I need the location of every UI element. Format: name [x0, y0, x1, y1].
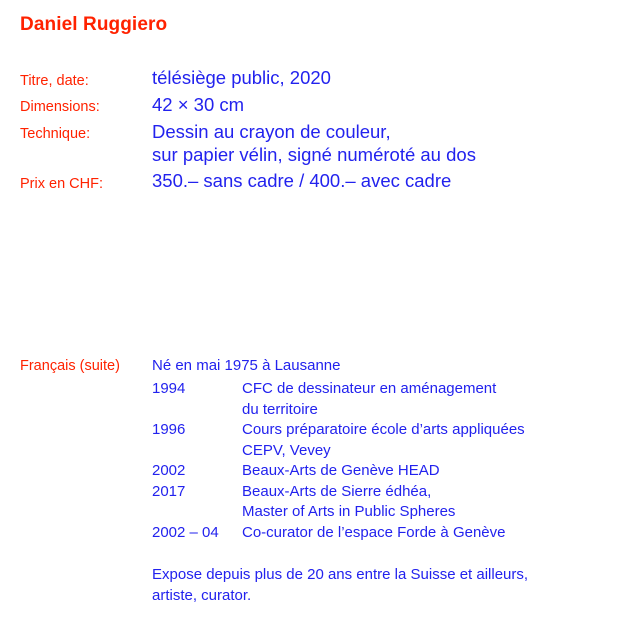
value-technique-line-1: Dessin au crayon de couleur,: [152, 121, 391, 142]
biography-entry-year: 2002: [152, 462, 186, 479]
biography-entry-year: 2002 – 04: [152, 523, 219, 541]
biography-entry-line-2: du territoire: [242, 400, 318, 418]
biography-entry-line-2: CEPV, Vevey: [242, 441, 331, 459]
biography-language-label: Français (suite): [20, 358, 120, 374]
biography-entry-description: [242, 379, 630, 420]
biography-entry-line-1: Co-curator de l’espace Forde à Genève: [242, 523, 506, 541]
biography-entry-description: [242, 461, 630, 482]
biography-entry-line-1: Cours préparatoire école d’arts appliquées: [242, 421, 525, 438]
biography-footer-line-1: Expose depuis plus de 20 ans entre la Suisse et ailleurs,: [152, 566, 529, 583]
artwork-details: [20, 66, 620, 195]
value-title-date: télésiège public, 2020: [152, 67, 331, 88]
value-dimensions: 42 × 30 cm: [152, 94, 245, 115]
value-price: 350.– sans cadre / 400.– avec cadre: [152, 170, 452, 191]
detail-row-technique: [20, 120, 620, 166]
label-technique: Technique:: [20, 126, 91, 142]
biography-entries: [152, 379, 630, 543]
biography-entry-year: 1994: [152, 380, 186, 397]
biography-entry-line-1: Beaux-Arts de Sierre édhéa,: [242, 482, 432, 500]
detail-row-price: [20, 169, 620, 195]
detail-row-title-date: [20, 66, 620, 92]
list-item: [152, 523, 630, 544]
list-item: [152, 482, 630, 523]
value-technique: [152, 120, 620, 166]
biography-section: [20, 356, 630, 606]
value-technique-line-2: sur papier vélin, signé numéroté au dos: [152, 144, 476, 165]
list-item: [152, 461, 630, 482]
artist-name: Daniel Ruggiero: [20, 14, 168, 35]
list-item: [152, 420, 630, 461]
biography-footer: [152, 565, 630, 606]
biography-entry-description: [242, 420, 630, 461]
biography-entry-line-1: Beaux-Arts de Genève HEAD: [242, 462, 440, 479]
biography-entry-description: [242, 523, 630, 544]
biography-entry-line-2: Master of Arts in Public Spheres: [242, 503, 456, 520]
biography-entry-description: [242, 482, 630, 523]
biography-entry-year: 1996: [152, 421, 186, 438]
label-title-date: Titre, date:: [20, 73, 89, 89]
biography-entry-year: 2017: [152, 482, 186, 500]
biography-header: [20, 356, 630, 376]
detail-row-dimensions: [20, 93, 620, 118]
list-item: [152, 379, 630, 420]
biography-intro: Né en mai 1975 à Lausanne: [152, 357, 341, 374]
label-dimensions: Dimensions:: [20, 99, 100, 115]
biography-entry-line-1: CFC de dessinateur en aménagement: [242, 380, 497, 397]
biography-footer-line-2: artiste, curator.: [152, 586, 252, 604]
label-price: Prix en CHF:: [20, 176, 103, 192]
